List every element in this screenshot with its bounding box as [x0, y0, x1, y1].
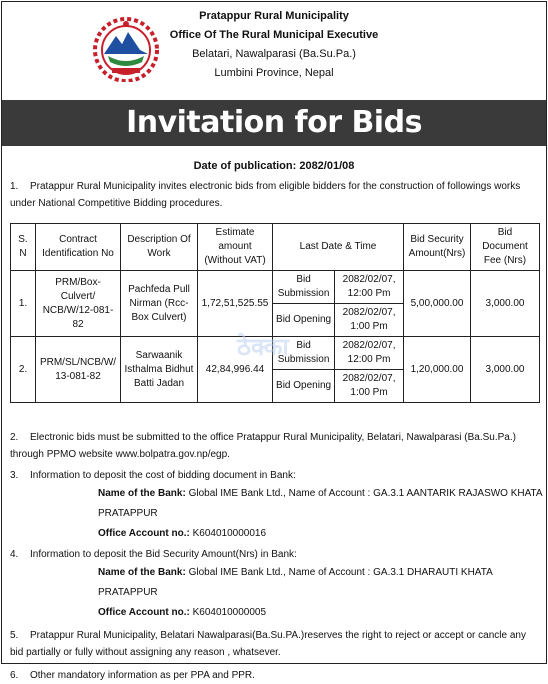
header: [2, 2, 546, 100]
cell-opening-label: Bid Opening: [273, 370, 335, 403]
bank-name-label: Name of the Bank:: [98, 488, 186, 499]
publication-date: Date of publication: 2082/01/08: [193, 160, 355, 172]
item-number: 5.: [10, 630, 19, 641]
item-2: [2, 429, 546, 463]
page-title: Invitation for Bids: [2, 100, 546, 146]
province-name: Lumbini Province, Nepal: [214, 67, 334, 79]
table-row: [11, 271, 540, 304]
cell-fee: 3,000.00: [471, 271, 540, 337]
account-number-value: K604010000016: [192, 528, 267, 539]
cell-description: Sarwaanik Isthalma Bidhut Batti Jadan: [121, 337, 198, 403]
cell-sn: 1.: [11, 271, 36, 337]
column-header: Bid Document Fee (Nrs): [471, 224, 540, 271]
item-text: Pratappur Rural Municipality, Belatari Nawalparasi(Ba.Su.PA.)reserves the right to reject or accept or cancle any bid partially or fully without assigning any reason , whatsever.: [10, 630, 526, 658]
column-header: S. N: [11, 224, 36, 271]
cell-submission-label: Bid Submission: [273, 337, 335, 370]
cell-sn: 2.: [11, 337, 36, 403]
item-6: [2, 667, 546, 684]
item-number: 6.: [10, 670, 19, 681]
item-text: Information to deposit the cost of bidding document in Bank:: [30, 470, 296, 481]
cell-submission-date: 2082/02/07, 12:00 Pm: [335, 271, 404, 304]
item-4: [2, 546, 546, 563]
bank-info-document-fee: [2, 484, 546, 544]
office-address: Belatari, Nawalparasi (Ba.Su.Pa.): [192, 48, 356, 60]
cell-contract: PRM/SL/NCB/W/ 13-081-82: [36, 337, 121, 403]
bid-notice-page: [1, 1, 547, 681]
table-header-row: [11, 224, 540, 271]
item-text: Pratappur Rural Municipality invites electronic bids from eligible bidders for the construction of followings works under National Competitive Bidding procedures.: [10, 181, 521, 209]
bank-info-bid-security: [2, 563, 546, 623]
item-text: Electronic bids must be submitted to the office Pratappur Rural Municipality, Belatari, Nawalparasi (Ba.Su.Pa.) through PPMO website www.bolpatra.gov.np/egp.: [10, 432, 516, 460]
column-header: Bid Security Amount(Nrs): [404, 224, 471, 271]
item-text: Other mandatory information as per PPA and PPR.: [30, 670, 255, 681]
cell-contract: PRM/Box-Culvert/ NCB/W/12-081-82: [36, 271, 121, 337]
bank-name-label: Name of the Bank:: [98, 567, 186, 578]
bids-table: [10, 223, 540, 403]
nepal-emblem-icon: [92, 16, 160, 82]
cell-opening-date: 2082/02/07, 1:00 Pm: [335, 304, 404, 337]
column-header: Last Date & Time: [273, 224, 404, 271]
item-number: 3.: [10, 470, 19, 481]
item-5: [2, 627, 546, 661]
office-name: Office Of The Rural Municipal Executive: [169, 29, 379, 41]
cell-description: Pachfeda Pull Nirman (Rcc-Box Culvert): [121, 271, 198, 337]
cell-submission-label: Bid Submission: [273, 271, 335, 304]
account-number-value: K604010000005: [192, 607, 267, 618]
cell-opening-label: Bid Opening: [273, 304, 335, 337]
cell-estimate: 42,84,996.44: [198, 337, 273, 403]
bank-name-value: Global IME Bank Ltd., Name of Account : GA.3.1 AANTARIK RAJASWO KHATA PRATAPPUR: [98, 488, 543, 519]
item-text: Information to deposit the Bid Security Amount(Nrs) in Bank:: [30, 549, 297, 560]
table-row: [11, 337, 540, 370]
cell-submission-date: 2082/02/07, 12:00 Pm: [335, 337, 404, 370]
item-number: 4.: [10, 549, 19, 560]
watermark: ठेक्का: [237, 334, 289, 361]
cell-security: 5,00,000.00: [404, 271, 471, 337]
cell-fee: 3,000.00: [471, 337, 540, 403]
cell-security: 1,20,000.00: [404, 337, 471, 403]
item-number: 2.: [10, 432, 19, 443]
item-number: 1.: [10, 181, 19, 192]
account-number-label: Office Account no.:: [98, 607, 190, 618]
column-header: Estimate amount (Without VAT): [198, 224, 273, 271]
column-header: Contract Identification No: [36, 224, 121, 271]
column-header: Description Of Work: [121, 224, 198, 271]
cell-estimate: 1,72,51,525.55: [198, 271, 273, 337]
item-3: [2, 467, 546, 484]
cell-opening-date: 2082/02/07, 1:00 Pm: [335, 370, 404, 403]
municipality-name: Pratappur Rural Municipality: [199, 10, 349, 22]
item-1: [2, 178, 546, 212]
account-number-label: Office Account no.:: [98, 528, 190, 539]
bank-name-value: Global IME Bank Ltd., Name of Account : GA.3.1 DHARAUTI KHATA PRATAPPUR: [98, 567, 493, 598]
